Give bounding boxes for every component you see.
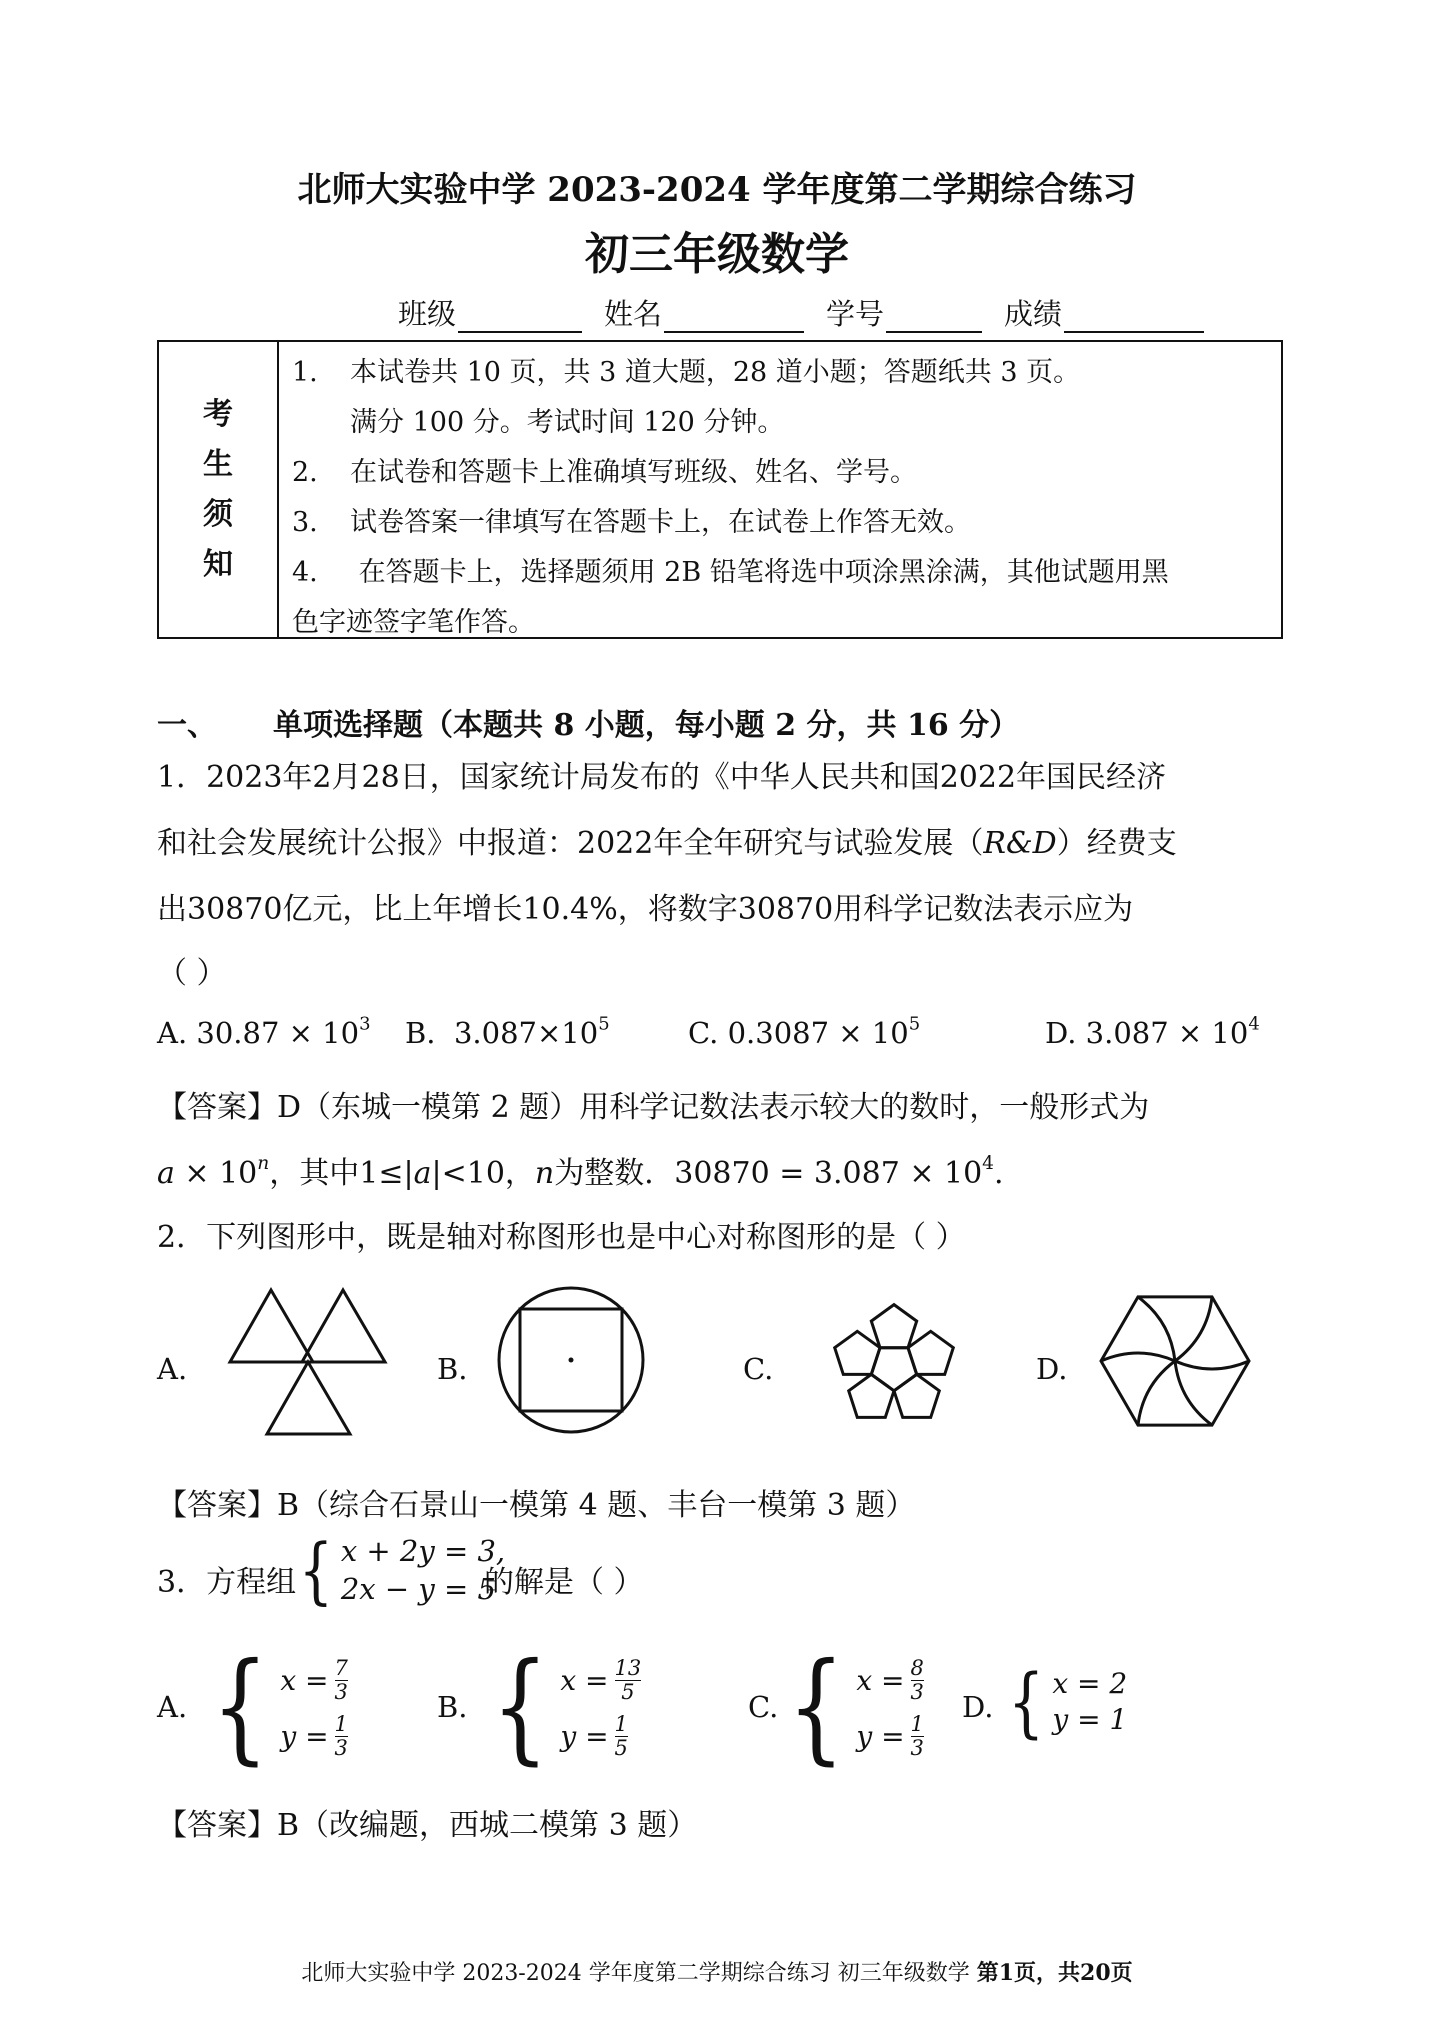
option-exponent: 5	[908, 1013, 921, 1035]
q1-option-c	[688, 1013, 921, 1050]
math-exponent: 4	[982, 1153, 995, 1175]
q3-option-b	[482, 1638, 642, 1777]
notice-heading-char: 知	[203, 546, 233, 582]
math-var: |a|	[403, 1156, 442, 1191]
option-exponent: 3	[359, 1013, 371, 1035]
math-var: a	[157, 1156, 175, 1191]
question-1-line: 出30870亿元，比上年增长10.4%，将数字30870用科学记数法表示应为	[157, 892, 1134, 927]
q2-option-a-label: A.	[157, 1352, 188, 1386]
name-blank	[664, 305, 804, 333]
notice-heading-char: 须	[203, 496, 233, 532]
pentagon-shape	[908, 1331, 953, 1374]
notice-heading	[159, 342, 279, 637]
x-equals: x =	[560, 1663, 609, 1697]
numerator: 1	[910, 1711, 924, 1736]
q3-option-d	[1002, 1657, 1128, 1746]
option-exponent: 5	[598, 1013, 610, 1035]
numerator: 7	[334, 1655, 348, 1680]
denominator: 5	[614, 1735, 628, 1760]
question-1-text: ）经费支	[1056, 826, 1177, 861]
question-1-text: 和社会发展统计公报》中报道：2022年全年研究与试验发展（	[157, 826, 984, 861]
q1-option-a	[157, 1013, 371, 1050]
swirl-arc	[1175, 1297, 1212, 1361]
exam-subtitle: 初三年级数学	[585, 229, 849, 280]
q3-equation-system	[293, 1528, 506, 1612]
q3-answer: 【答案】B（改编题，西城二模第 3 题）	[157, 1808, 698, 1843]
q3-option-c	[778, 1638, 924, 1777]
x-equals: x =	[856, 1663, 905, 1697]
page-footer	[0, 1956, 1434, 1987]
notice-item	[292, 548, 1273, 598]
notice-item-text: 色字迹签字笔作答。	[292, 607, 535, 638]
three-triangles-figure	[225, 1280, 390, 1440]
math-exponent: n	[257, 1153, 270, 1175]
question-2-text: 2．下列图形中，既是轴对称图形也是中心对称图形的是（ ）	[157, 1220, 966, 1255]
notice-item-text: 在试卷和答题卡上准确填写班级、姓名、学号。	[350, 457, 917, 488]
notice-item-number: 2.	[292, 457, 318, 488]
score-label: 成绩	[1004, 297, 1063, 331]
y-equals: y =	[856, 1719, 905, 1753]
notice-item	[292, 598, 1273, 648]
question-1-line: 1．2023年2月28日，国家统计局发布的《中华人民共和国2022年国民经济	[157, 760, 1167, 795]
math-text: 为整数．30870 = 3.087 × 10	[554, 1156, 983, 1191]
q3-option-c-label: C.	[748, 1690, 779, 1724]
q3-option-d-label: D.	[962, 1690, 994, 1724]
notice-item	[292, 398, 1273, 448]
denominator: 3	[334, 1679, 348, 1704]
equation-1: x + 2y = 3,	[340, 1534, 506, 1568]
student-info-fields	[398, 292, 1204, 333]
center-dot	[569, 1358, 574, 1363]
swirl-arc	[1101, 1353, 1175, 1361]
brace-symbol: {	[1008, 1657, 1045, 1746]
denominator: 3	[910, 1679, 924, 1704]
y-solution: y = 1	[1052, 1703, 1128, 1736]
pentagon-shape	[835, 1331, 880, 1374]
q3-suffix: 的解是（ ）	[484, 1565, 644, 1600]
section-number: 一、	[157, 708, 217, 743]
denominator: 3	[334, 1735, 348, 1760]
equation-2: 2x − y = 5	[340, 1572, 496, 1606]
brace-symbol: {	[298, 1528, 334, 1612]
notice-item	[292, 498, 1273, 548]
denominator: 5	[621, 1679, 635, 1704]
numerator: 1	[614, 1711, 628, 1736]
q3-option-a	[202, 1638, 348, 1777]
pentagons-figure	[814, 1283, 974, 1445]
student-id-label: 学号	[826, 297, 885, 331]
numerator: 8	[910, 1655, 924, 1680]
notice-heading-char: 生	[203, 446, 233, 482]
circle-square-figure	[496, 1285, 646, 1435]
hexagon-swirl-figure	[1095, 1285, 1255, 1437]
q2-answer: 【答案】B（综合石景山一模第 4 题、丰台一模第 3 题）	[157, 1488, 916, 1523]
pentagon-shape	[894, 1374, 939, 1417]
brace-symbol: {	[491, 1638, 549, 1777]
q1-answer-line	[157, 1148, 1004, 1192]
q3-option-a-label: A.	[157, 1690, 188, 1724]
math-var: n	[534, 1156, 555, 1191]
question-1-line	[157, 818, 1177, 862]
y-equals: y =	[280, 1719, 329, 1753]
option-value: 3.087 × 10	[1085, 1016, 1249, 1050]
exam-notice-box	[157, 340, 1283, 639]
notice-item-number: 4.	[292, 557, 318, 588]
notice-item-text: 本试卷共 10 页，共 3 道大题，28 道小题；答题纸共 3 页。	[350, 357, 1081, 388]
q1-option-b	[405, 1013, 610, 1050]
notice-item-text: 试卷答案一律填写在答题卡上，在试卷上作答无效。	[350, 507, 971, 538]
q1-option-d	[1045, 1013, 1260, 1050]
notice-item-text: 满分 100 分。考试时间 120 分钟。	[350, 407, 785, 438]
swirl-arc	[1175, 1361, 1249, 1369]
brace-symbol: {	[787, 1638, 845, 1777]
option-label: D.	[1045, 1016, 1077, 1050]
option-value: 30.87 × 10	[196, 1016, 360, 1050]
notice-item-text: 在答题卡上，选择题须用 2B 铅笔将选中项涂黑涂满，其他试题用黑	[350, 557, 1169, 588]
name-label: 姓名	[604, 297, 663, 331]
q2-option-b-label: B.	[437, 1352, 468, 1386]
pentagon-shape	[871, 1305, 916, 1348]
brace-symbol: {	[211, 1638, 269, 1777]
option-label: A.	[157, 1016, 188, 1050]
section-title: 单项选择题（本题共 8 小题，每小题 2 分，共 16 分）	[273, 708, 1020, 743]
swirl-arc	[1175, 1361, 1212, 1425]
option-value: 3.087×10	[453, 1016, 599, 1050]
question-1-blank: （ ）	[157, 956, 227, 991]
math-text: ，其中1≤	[269, 1156, 404, 1191]
class-blank	[458, 305, 582, 333]
notice-item	[292, 348, 1273, 398]
swirl-arc	[1138, 1297, 1175, 1361]
math-text: × 10	[174, 1156, 258, 1191]
notice-heading-char: 考	[203, 396, 233, 432]
notice-item-number: 3.	[292, 507, 318, 538]
notice-items	[292, 348, 1273, 648]
rd-term: R&D	[983, 826, 1057, 861]
denominator: 3	[910, 1735, 924, 1760]
score-blank	[1064, 305, 1204, 333]
student-id-blank	[886, 305, 982, 333]
swirl-arc	[1138, 1361, 1175, 1425]
option-exponent: 4	[1248, 1013, 1260, 1035]
notice-item	[292, 448, 1273, 498]
math-text: <10，	[441, 1156, 535, 1191]
x-equals: x =	[280, 1663, 329, 1697]
y-equals: y =	[560, 1719, 609, 1753]
footer-text: 北师大实验中学 2023-2024 学年度第二学期综合练习 初三年级数学	[301, 1961, 977, 1986]
q3-option-b-label: B.	[437, 1690, 468, 1724]
option-value: 0.3087 × 10	[727, 1016, 909, 1050]
triangle-shape	[267, 1362, 350, 1434]
class-label: 班级	[398, 297, 457, 331]
numerator: 1	[334, 1711, 348, 1736]
option-label: B.	[405, 1016, 436, 1050]
exam-title: 北师大实验中学 2023-2024 学年度第二学期综合练习	[297, 170, 1137, 210]
numerator: 13	[614, 1655, 642, 1680]
notice-item-number: 1.	[292, 357, 318, 388]
q2-option-c-label: C.	[743, 1352, 774, 1386]
q1-answer-line: 【答案】D（东城一模第 2 题）用科学记数法表示较大的数时，一般形式为	[157, 1090, 1150, 1125]
triangle-shape	[230, 1290, 313, 1362]
math-text: .	[994, 1156, 1004, 1191]
option-label: C.	[688, 1016, 719, 1050]
section-heading	[157, 700, 1019, 744]
footer-page-number: 第1页，共20页	[976, 1960, 1133, 1986]
q3-prefix: 3．方程组	[157, 1565, 297, 1600]
x-solution: x = 2	[1052, 1667, 1128, 1700]
q2-option-d-label: D.	[1036, 1352, 1068, 1386]
pentagon-shape	[849, 1374, 894, 1417]
triangle-shape	[302, 1290, 385, 1362]
